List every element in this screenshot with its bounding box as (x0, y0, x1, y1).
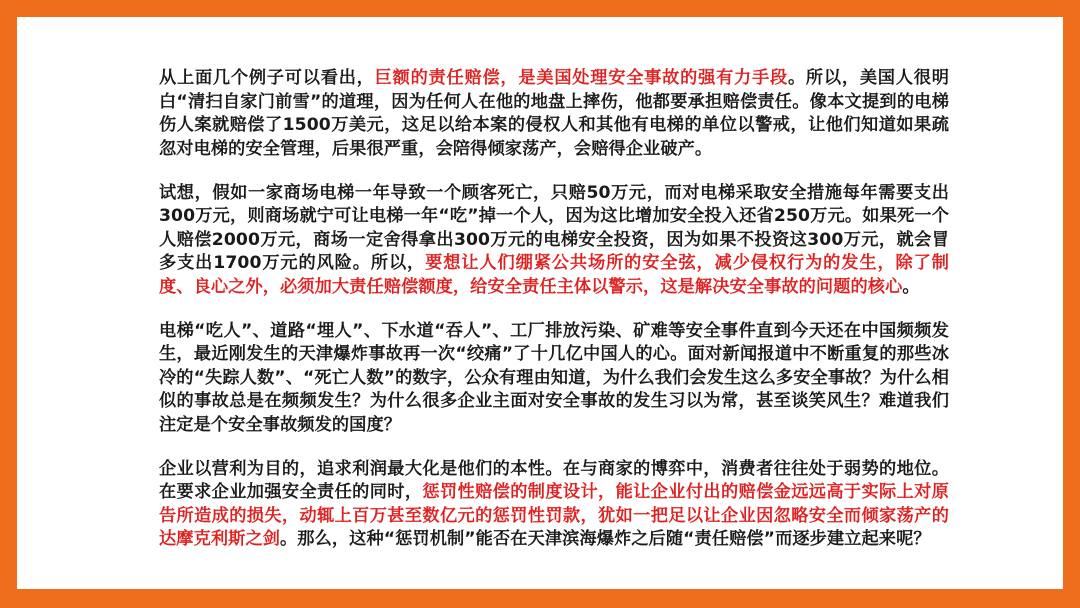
article-body (159, 67, 949, 572)
paragraph-4-highlight: 惩罚性赔偿的制度设计，能让企业付出的赔偿金远远高于实际上对原告所造成的损失，动辄上百万甚至数亿元的惩罚性罚款，犹如一把足以让企业因忽略安全而倾家荡产的达摩克利斯之剑 (159, 482, 949, 549)
paragraph-2-text: 试想，假如一家商场电梯一年导致一个顾客死亡，只赔50万元，而对电梯采取安全措施每年需要支出300万元，则商场就宁可让电梯一年“吃”掉一个人，因为这比增加安全投入还省250万元。如果死一个人赔偿2000万元，商场一定舍得拿出300万元的电梯安全投资，因为如果不投资这300万元，就会冒多支出1700万元的风险。所以， (159, 182, 949, 273)
paragraph-3 (159, 320, 949, 438)
paragraph-1 (159, 67, 949, 161)
paragraph-1-text: 。所以，美国人很明白“清扫自家门前雪”的道理，因为任何人在他的地盘上摔伤，他都要承担赔偿责任。像本文提到的电梯伤人案就赔偿了1500万美元，这足以给本案的侵权人和其他有电梯的单位以警戒，让他们知道如果疏忽对电梯的安全管理，后果很严重，会陪得倾家荡产，会赔得企业破产。 (159, 68, 949, 159)
paragraph-4-text: 企业以营利为目的，追求利润最大化是他们的本性。在与商家的博弈中，消费者往往处于弱势的地位。在要求企业加强安全责任的同时， (159, 458, 949, 502)
paragraph-3-text: 电梯“吃人”、道路“埋人”、下水道“吞人”、工厂排放污染、矿难等安全事件直到今天还在中国频频发生，最近刚发生的天津爆炸事故再一次“绞痛”了十几亿中国人的心。面对新闻报道中不断重复的那些冰冷的“失踪人数”、“死亡人数”的数字，公众有理由知道，为什么我们会发生这么多安全事故？为什么相似的事故总是在频频发生？为什么很多企业主面对安全事故的发生习以为常，甚至谈笑风生？难道我们注定是个安全事故频发的国度？ (159, 320, 949, 435)
paragraph-2 (159, 182, 949, 300)
paragraph-4 (159, 458, 949, 552)
paragraph-1-highlight: 巨额的责任赔偿，是美国处理安全事故的强有力手段 (374, 68, 788, 88)
paragraph-4-text: 。那么，这种“惩罚机制”能否在天津滨海爆炸之后随“责任赔偿”而逐步建立起来呢？ (280, 529, 931, 549)
paragraph-2-text: 。 (902, 276, 920, 297)
paragraph-2-highlight: 要想让人们绷紧公共场所的安全弦，减少侵权行为的发生，除了制度、良心之外，必须加大责任赔偿额度，给安全责任主体以警示，这是解决安全事故的问题的核心 (159, 253, 950, 297)
paragraph-1-text: 从上面几个例子可以看出， (159, 68, 375, 88)
